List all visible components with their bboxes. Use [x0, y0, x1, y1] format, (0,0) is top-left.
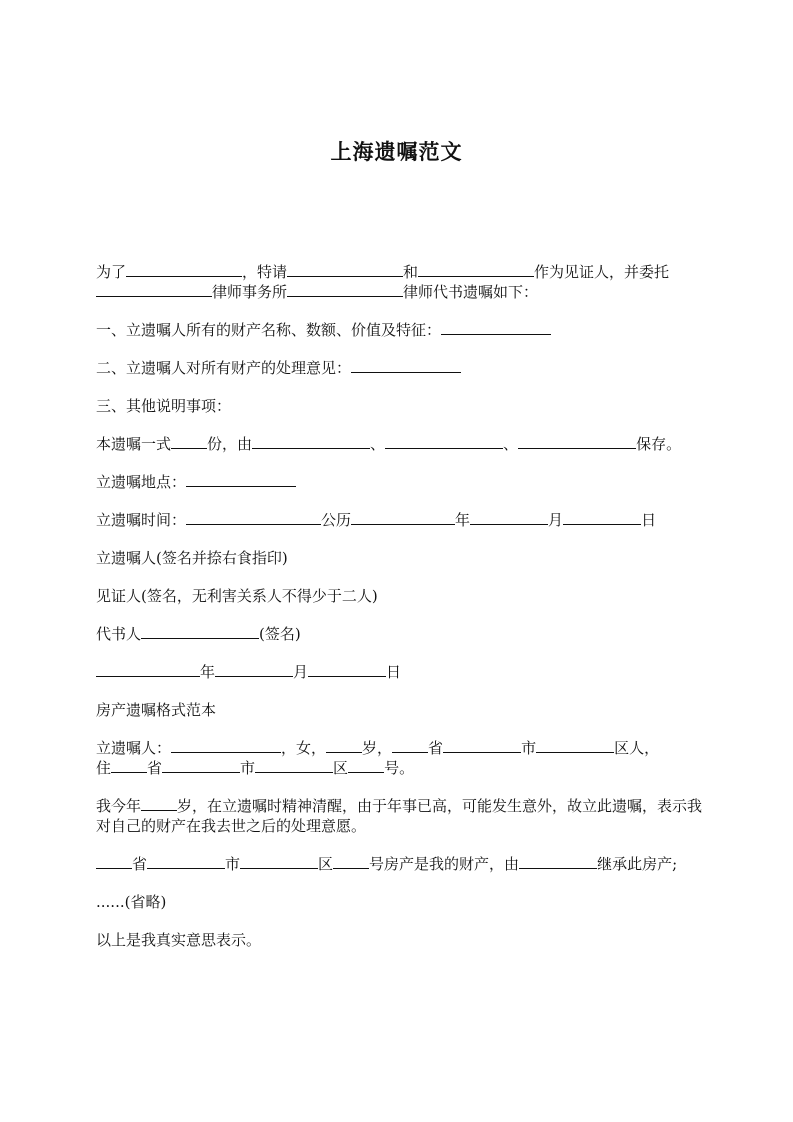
paragraph-date: [96, 662, 706, 682]
blank-line: [111, 758, 147, 773]
text: 、: [503, 435, 519, 453]
blank-line: [333, 854, 369, 869]
text: 立遗嘱时间：: [96, 511, 187, 529]
paragraph-section-heading: [96, 700, 706, 720]
text: 为了: [96, 263, 127, 281]
blank-line: [162, 758, 240, 773]
text: 一、立遗嘱人所有的财产名称、数额、价值及特征：: [96, 321, 442, 339]
text: 代书人: [96, 625, 142, 643]
text: 立遗嘱人(签名并捺右食指印): [96, 549, 288, 567]
blank-line: [252, 434, 370, 449]
text: 保存。: [636, 435, 682, 453]
blank-line: [519, 854, 597, 869]
paragraph-property: [96, 320, 706, 340]
text: 二、立遗嘱人对所有财产的处理意见：: [96, 359, 352, 377]
blank-line: [96, 662, 200, 677]
blank-line: [392, 738, 428, 753]
blank-line: [141, 624, 259, 639]
blank-line: [326, 738, 362, 753]
blank-line: [96, 282, 212, 297]
paragraph-copies: [96, 434, 706, 454]
text: 省: [428, 739, 444, 757]
blank-line: [240, 854, 318, 869]
blank-line: [441, 320, 551, 335]
text: 市: [240, 759, 256, 777]
text: 律师代书遗嘱如下：: [403, 283, 539, 301]
blank-line: [518, 434, 636, 449]
paragraph-testator-info: [96, 738, 706, 778]
text: (签名): [259, 625, 301, 643]
blank-line: [351, 358, 461, 373]
blank-line: [287, 262, 403, 277]
paragraph-declaration: [96, 796, 706, 836]
document-body: [96, 262, 706, 968]
blank-line: [126, 262, 242, 277]
paragraph-place: [96, 472, 706, 492]
text: 我今年: [96, 797, 142, 815]
blank-line: [536, 738, 614, 753]
text: 省: [147, 759, 163, 777]
text: 作为见证人，并委托: [534, 263, 670, 281]
blank-line: [171, 738, 281, 753]
text: 岁，在立遗嘱时精神清醒，由于年事已高，可能发生意外，故立此遗嘱，表示我对自己的财产在我去世之后的处理意愿。: [96, 797, 703, 835]
text: 市: [521, 739, 537, 757]
blank-line: [470, 510, 548, 525]
text: 日: [386, 663, 402, 681]
text: 本遗嘱一式: [96, 435, 172, 453]
blank-line: [171, 434, 207, 449]
blank-line: [186, 510, 321, 525]
text: 区: [318, 855, 334, 873]
blank-line: [351, 510, 455, 525]
blank-line: [255, 758, 333, 773]
text: 年: [200, 663, 216, 681]
paragraph-omitted: [96, 892, 706, 912]
paragraph-other: [96, 396, 706, 416]
blank-line: [186, 472, 296, 487]
paragraph-scribe: [96, 624, 706, 644]
blank-line: [385, 434, 503, 449]
text: 市: [225, 855, 241, 873]
text: 三、其他说明事项：: [96, 397, 232, 415]
text: 见证人(签名，无利害关系人不得少于二人): [96, 587, 378, 605]
text: 区: [333, 759, 349, 777]
document-title: 上海遗嘱范文: [330, 140, 463, 164]
text: ，特请: [242, 263, 288, 281]
paragraph-house: [96, 854, 706, 874]
paragraph-closing: [96, 930, 706, 950]
text: ......(省略): [96, 893, 167, 911]
text: 年: [455, 511, 471, 529]
text: 、: [370, 435, 386, 453]
text: 公历: [321, 511, 352, 529]
text: 日: [641, 511, 657, 529]
paragraph-disposal: [96, 358, 706, 378]
text: 和: [403, 263, 419, 281]
paragraph-time: [96, 510, 706, 530]
text: 号房产是我的财产，由: [369, 855, 520, 873]
text: 立遗嘱地点：: [96, 473, 187, 491]
blank-line: [308, 662, 386, 677]
text: 立遗嘱人：: [96, 739, 172, 757]
paragraph-testator-sign: [96, 548, 706, 568]
text: 继承此房产;: [597, 855, 678, 873]
text: 以上是我真实意思表示。: [96, 931, 262, 949]
blank-line: [563, 510, 641, 525]
text: 岁，: [362, 739, 393, 757]
blank-line: [443, 738, 521, 753]
text: 月: [548, 511, 564, 529]
text: 省: [132, 855, 148, 873]
blank-line: [215, 662, 293, 677]
text: 住: [96, 759, 112, 777]
text: 份，由: [207, 435, 253, 453]
blank-line: [348, 758, 384, 773]
text: 月: [293, 663, 309, 681]
blank-line: [141, 796, 177, 811]
paragraph-intro: [96, 262, 706, 302]
text: 区人，: [614, 739, 660, 757]
blank-line: [287, 282, 403, 297]
paragraph-witness-sign: [96, 586, 706, 606]
text: 号。: [384, 759, 415, 777]
blank-line: [147, 854, 225, 869]
text: 房产遗嘱格式范本: [96, 701, 217, 719]
blank-line: [418, 262, 534, 277]
text: ，女，: [281, 739, 327, 757]
blank-line: [96, 854, 132, 869]
text: 律师事务所: [212, 283, 288, 301]
